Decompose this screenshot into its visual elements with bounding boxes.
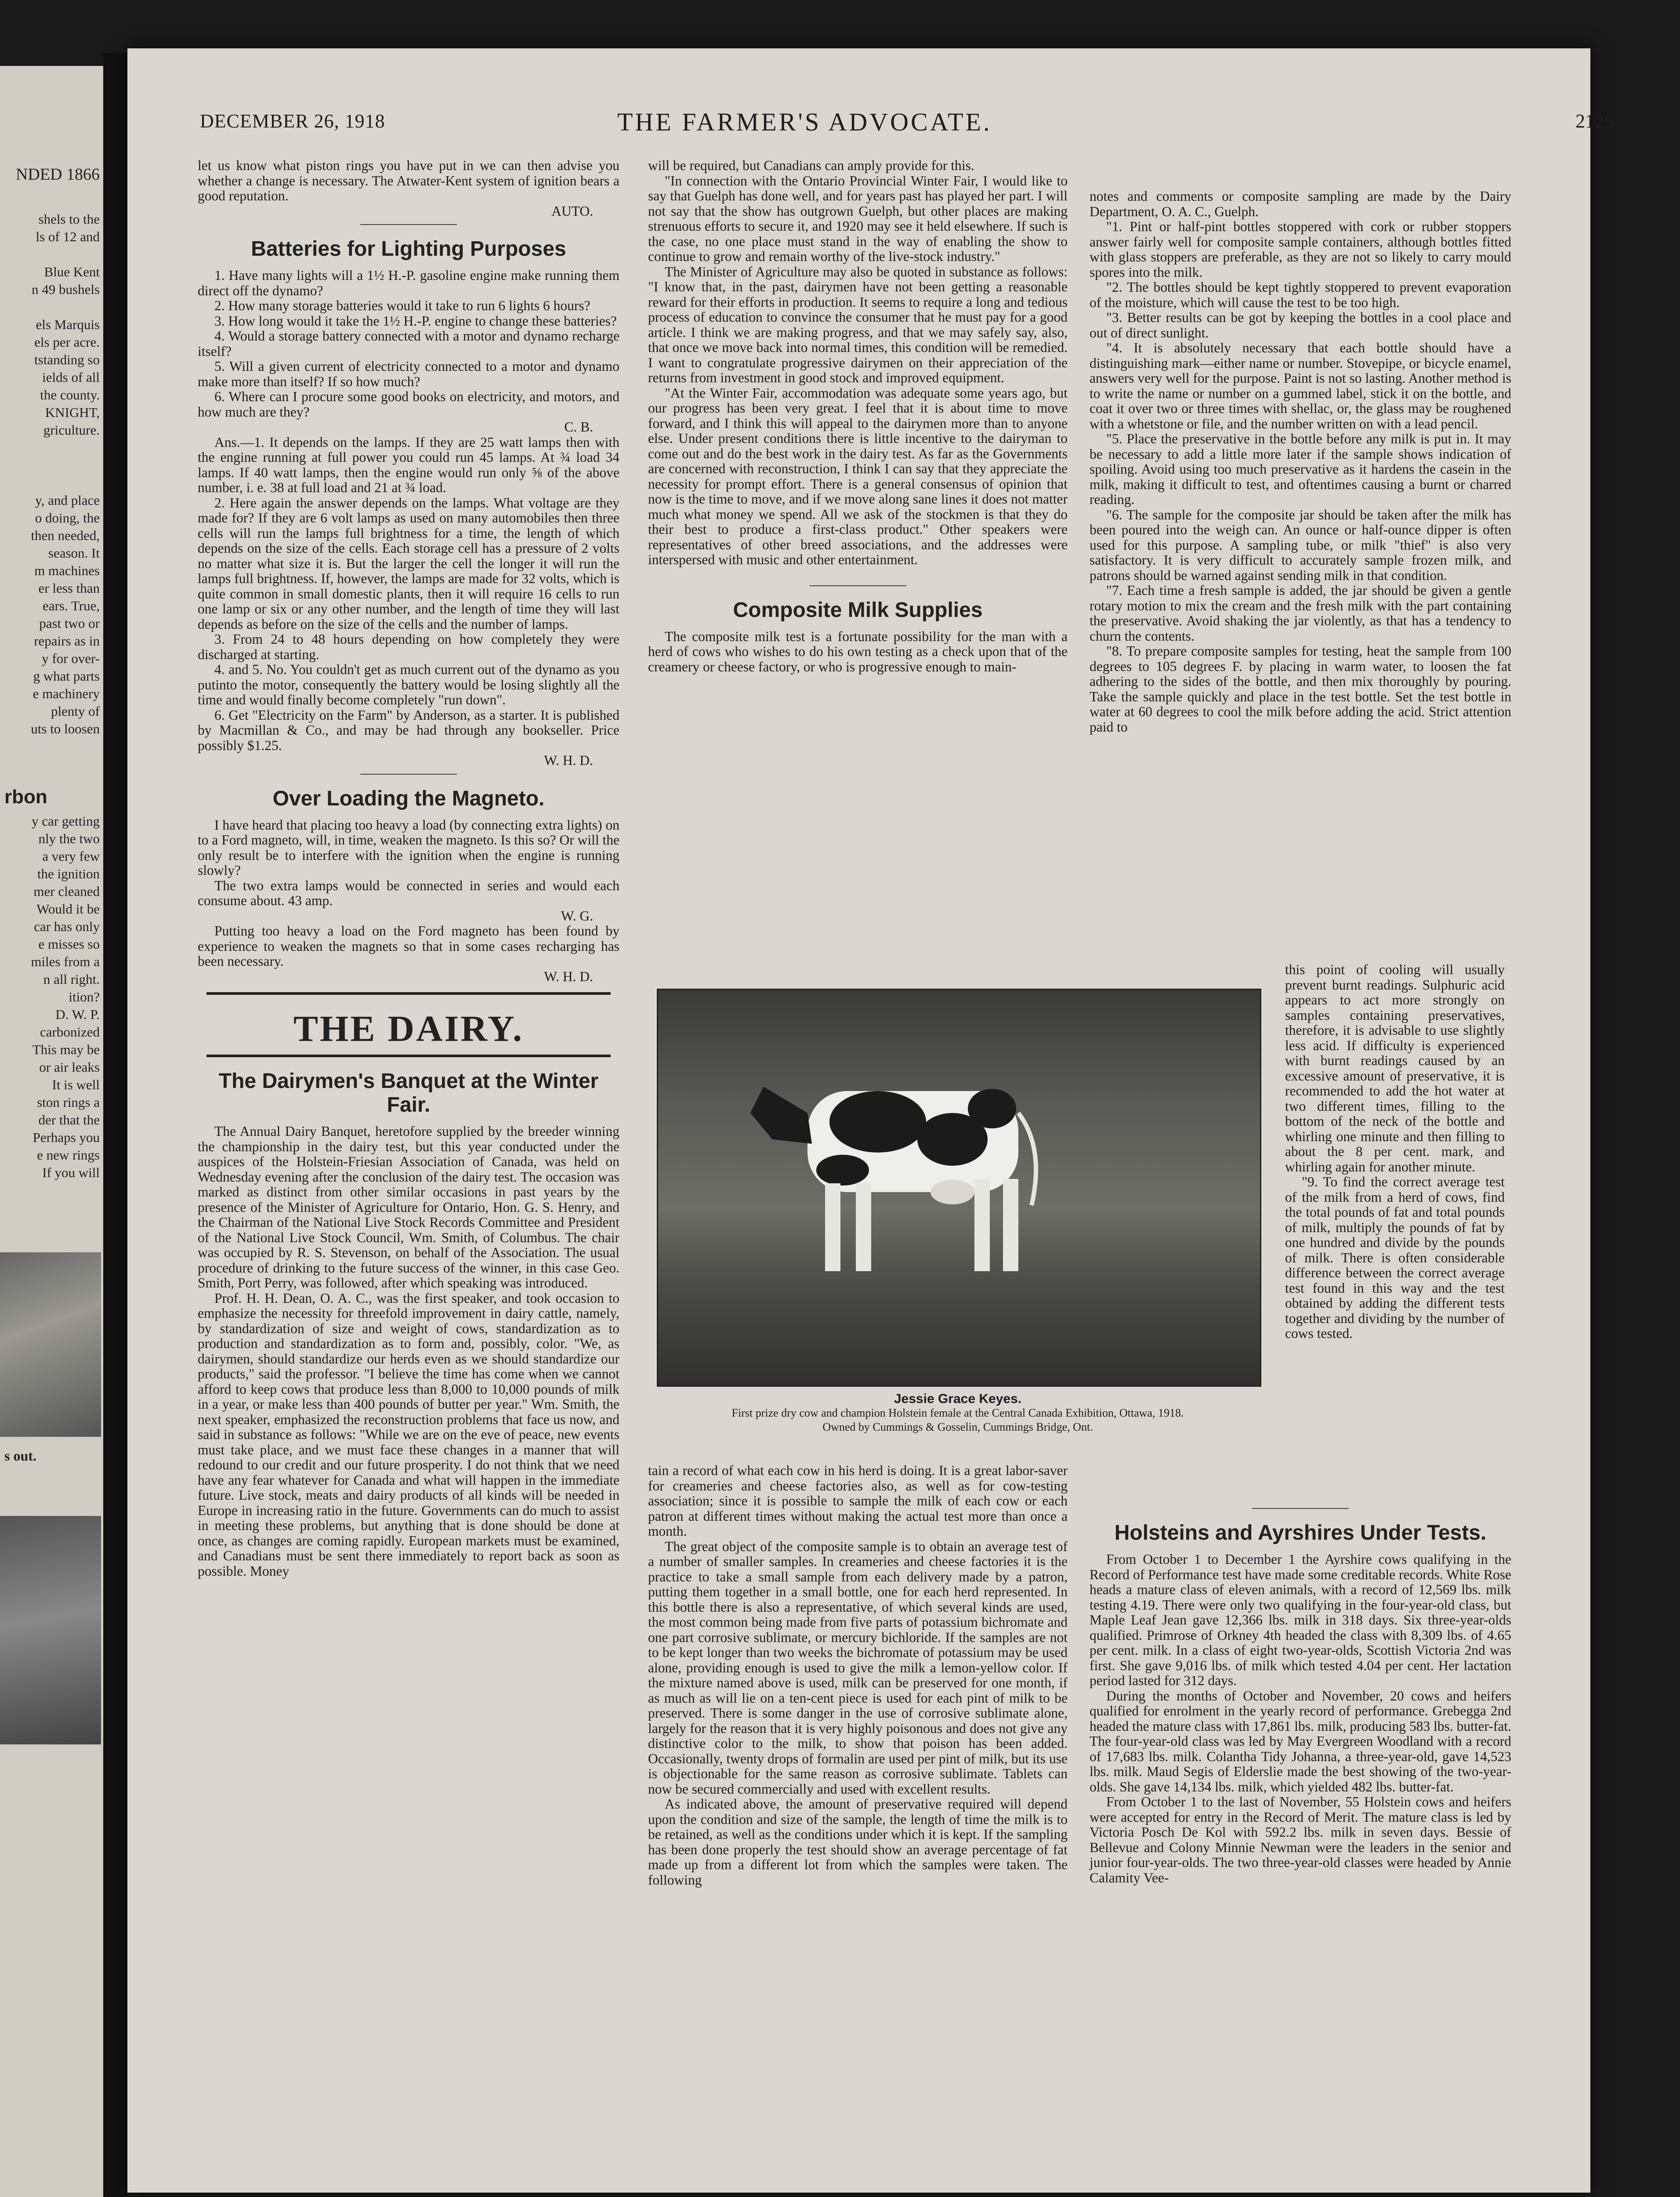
previous-page-line: o doing, the — [35, 510, 100, 526]
issue-date: DECEMBER 26, 1918 — [200, 110, 385, 132]
previous-page-line: uts to loosen — [31, 721, 100, 736]
previous-page-line: ields of all — [42, 370, 100, 385]
paragraph: 4. Would a storage battery connected with a motor and dynamo recharge itself? — [198, 328, 619, 359]
section-title: THE DAIRY. — [293, 1008, 524, 1049]
article-title: Over Loading the Magneto. — [272, 787, 545, 810]
paragraph: During the months of October and November, 20 cows and heifers qualified for enrolment in the yearly record of performance. Grebegga 2nd headed the mature class with 17,861 lbs. milk, producing 583 lbs. butter-fat. The four-year-old class was led by May Evergreen Woodland with a record of 17,683 lbs. milk. Colantha Tidy Johanna, a three-year-old, gave 14,523 lbs. milk. Maud Segis of Elderslie made the best showing of the two-year-olds. She gave 14,134 lbs. milk, which yielded 482 lbs. butter-fat. — [1090, 1688, 1511, 1795]
previous-page-line: This may be — [32, 1042, 100, 1057]
previous-page-line: the ignition — [37, 866, 100, 881]
masthead-title: THE FARMER'S ADVOCATE. — [617, 108, 992, 136]
divider — [1252, 1508, 1349, 1509]
previous-page-column — [0, 210, 103, 439]
previous-page-heading: rbon — [4, 786, 47, 808]
paragraph: 6. Where can I procure some good books on electricity, and motors, and how much are they? — [198, 389, 619, 420]
previous-page-line: D. W. P. — [55, 1007, 100, 1022]
cow-photo — [657, 989, 1261, 1387]
paragraph: The great object of the composite sample is to obtain an average test of a number of smaller samples. In creameries and cheese factories it is the practice to take a small sample from each delivery made by a patron, putting them together in a small bottle, one for each herd represented. In this bottle there is also a representative, of which several kinds are used, the most common being made from five parts of potassium bichromate and one part corrosive sublimate, or mercury bichloride. If the samples are not to be kept longer than two weeks the bichromate of potassium may be used alone, providing enough is used to give the milk a lemon-yellow color. If the mixture named above is used, milk can be preserved for one month, if as much as will lie on a ten-cent piece is used for each pint of milk to be preserved. There is some danger in the use of corrosive sublimate alone, largely for the reason that it is very highly poisonous and does not give any distinctive color to the milk, to show that poison has been added. Occasionally, twenty drops of formalin are used per pint of milk, but its use is objectionable for the same reason as corrosive sublimate. Tablets can now be secured commercially and used with excellent results. — [648, 1538, 1068, 1797]
column-3-lower — [1090, 1503, 1511, 1885]
paragraph: "1. Pint or half-pint bottles stoppered with cork or rubber stoppers answer fairly well for composite sample containers, although bottles fitted with glass stoppers are preferable, as they are not so likely to carry mould spores into the milk. — [1090, 219, 1511, 280]
article-title: The Dairymen's Banquet at the Winter Fair. — [218, 1069, 599, 1117]
previous-page-line: tstanding so — [34, 352, 100, 367]
previous-page-line: y car getting — [32, 813, 100, 829]
previous-page-line: It is well — [52, 1077, 100, 1092]
previous-page-line: repairs as in — [34, 633, 100, 649]
previous-page-line: shels to the — [38, 211, 100, 227]
previous-page-line: der that the — [38, 1112, 100, 1128]
paragraph: The Annual Dairy Banquet, heretofore supplied by the breeder winning the championship in the dairy test, but this year conducted under the auspices of the Holstein-Friesian Association of Canada, was held on Wednesday evening after the conclusion of the dairy test. The occasion was marked as distinct from other similar occasions in past years by the presence of the Minister of Agriculture for Ontario, Hon. G. S. Henry, and the Chairman of the National Live Stock Records Committee and President of the National Live Stock Council, Wm. Smith, of Columbus. The chair was occupied by R. S. Stevenson, on behalf of the Association. The usual procedure of drinking to the future success of the winner, in this case Geo. Smith, Port Perry, was followed, after which speaking was introduced. — [198, 1124, 619, 1291]
previous-page-line: car has only — [34, 919, 100, 934]
previous-page-line: Blue Kent — [44, 264, 100, 279]
previous-page-line: If you will — [42, 1165, 100, 1180]
paragraph: The two extra lamps would be connected in series and would each consume about. 43 amp. — [198, 877, 619, 908]
divider — [810, 585, 906, 586]
previous-page-line: y for over- — [42, 651, 100, 666]
photo-caption-name: Jessie Grace Keyes. — [894, 1392, 1022, 1406]
paragraph: let us know what piston rings you have put in we can then advise you whether a change is necessary. The Atwater-Kent system of ignition bears a good reputation. — [198, 158, 619, 203]
article-title: Composite Milk Supplies — [733, 598, 983, 622]
column-2-lower — [648, 1463, 1068, 1888]
divider — [360, 774, 457, 775]
previous-page-line: ston rings a — [37, 1095, 100, 1110]
section-rule — [206, 1055, 611, 1057]
paragraph: "5. Place the preservative in the bottle before any milk is put in. It may be necessary to add a little more later if the sample shows indication of spoiling. Avoid using too much preservative as it hardens the casein in the milk, making it difficult to test, and oftentimes causing a burnt or charred reading. — [1090, 431, 1511, 507]
paragraph: will be required, but Canadians can amply provide for this. — [648, 158, 974, 173]
previous-page-header: NDED 1866 — [15, 165, 100, 184]
photo-caption — [657, 1392, 1259, 1434]
divider — [360, 224, 457, 225]
paragraph: As indicated above, the amount of preservative required will depend upon the condition and size of the sample, the length of time the milk is to be retained, as well as the conditions under which it is kept. If the sampling has been done properly the test should show an average percentage of fat made up from a different lot from which the samples were taken. The following — [648, 1796, 1068, 1888]
previous-page-line: e machinery — [33, 686, 100, 701]
paragraph: Ans.—1. It depends on the lamps. If they are 25 watt lamps then with the engine running at full power you could run 45 lamps. At ¾ load 34 lamps. If 40 watt lamps, then the engine would run only ⅝ of the above number, i. e. 38 at full load and 21 at ¾ load. — [198, 434, 619, 495]
paragraph: "9. To find the correct average test of the milk from a herd of cows, find the total pounds of fat and total pounds of milk, multiply the pounds of fat by one hundred and divide by the pounds of milk. There is often considerable difference between the correct average test found in this way and the test obtained by adding the different tests together and dividing by the number of cows tested. — [1285, 1174, 1505, 1341]
paragraph: "7. Each time a fresh sample is added, the jar should be given a gentle rotary motion to mix the cream and the fresh milk with the part containing the preservative. Avoid shaking the jar violently, as that has a tendency to churn the contents. — [1090, 583, 1511, 644]
signature: W. G. — [561, 908, 593, 924]
previous-page-line: y, and place — [35, 493, 100, 508]
paragraph: 4. and 5. No. You couldn't get as much current out of the dynamo as you putinto the motor, consequently the battery would be losing slightly all the time and would finally become completely "run down". — [198, 662, 619, 707]
column-3 — [1090, 189, 1511, 735]
photo-caption-line: First prize dry cow and champion Holstein female at the Central Canada Exhibition, Ottawa, 1918. — [731, 1407, 1184, 1419]
section-rule — [206, 992, 611, 995]
paragraph: 3. From 24 to 48 hours depending on how completely they were discharged at starting. — [198, 631, 619, 662]
paragraph: The composite milk test is a fortunate possibility for the man with a herd of cows who wishes to do his own testing as a check upon that of the creamery or cheese factory, or who is progressive enough to main- — [648, 628, 1068, 674]
previous-page-line: season. It — [48, 545, 100, 561]
column-2 — [648, 158, 1068, 674]
paragraph: "2. The bottles should be kept tightly stoppered to prevent evaporation of the moisture, which will cause the test to be too high. — [1090, 279, 1511, 310]
previous-page-line: Perhaps you — [33, 1130, 100, 1145]
previous-page-line: griculture. — [43, 422, 100, 438]
previous-page-line: e misses so — [38, 936, 100, 952]
signature: W. H. D. — [544, 968, 593, 984]
paragraph: 2. How many storage batteries would it take to run 6 lights 6 hours? — [214, 298, 590, 313]
previous-page-column — [0, 492, 103, 738]
photo-caption-line: Owned by Cummings & Gosselin, Cummings Bridge, Ont. — [822, 1421, 1093, 1433]
article-title: Holsteins and Ayrshires Under Tests. — [1114, 1521, 1487, 1544]
previous-page-line: plenty of — [51, 703, 100, 719]
page-header — [200, 110, 1614, 136]
previous-page-line: er less than — [38, 580, 100, 596]
cow-photo-block — [657, 989, 1259, 1434]
previous-page-photo — [0, 1516, 101, 1744]
paragraph: tain a record of what each cow in his herd is doing. It is a great labor-saver for creameries and cheese factories also, as well as for cow-testing association; since it is possible to sample the milk of each cow or each patron at different times without making the actual test more than once a month. — [648, 1463, 1068, 1539]
paragraph: "8. To prepare composite samples for testing, heat the sample from 100 degrees to 105 degrees F. by placing in warm water, to loosen the fat adhering to the sides of the bottle, and then mix thoroughly by pouring. Take the sample quickly and place in the test bottle. Set the test bottle in water at 60 degrees to cool the milk before adding the acid. Strict attention paid to — [1090, 643, 1511, 735]
paragraph: 3. How long would it take the 1½ H.-P. engine to change these batteries? — [214, 313, 617, 329]
previous-page-caption: s out. — [4, 1448, 36, 1464]
previous-page-line: KNIGHT, — [45, 405, 100, 420]
previous-page-photo — [0, 1252, 101, 1437]
paragraph: The Minister of Agriculture may also be quoted in substance as follows: "I know that, in the past, dairymen have not been getting a reasonable reward for their efforts in production. It seems to require a long and tedious process of education to convince the consumer that he must pay for a good article. I think we are making progress, and that we may safely say, also, that once we move back into normal times, this condition will be remedied. I want to congratulate progressive dairymen on their appreciation of the returns from investment in good stock and improved equipment. — [648, 264, 1068, 385]
paragraph: From October 1 to the last of November, 55 Holstein cows and heifers were accepted for entry in the Record of Merit. The mature class is led by Victoria Posch De Kol with 592.2 lbs. milk in seven days. Bessie of Bellevue and Colony Minnie Newman were the leaders in the senior and junior four-year-olds. The two three-year-old classes were headed by Annie Calamity Vee- — [1090, 1794, 1511, 1885]
previous-page-line: nly the two — [38, 831, 100, 846]
previous-page-line: Would it be — [36, 901, 100, 917]
previous-page-column — [0, 812, 103, 1182]
paragraph: Prof. H. H. Dean, O. A. C., was the first speaker, and took occasion to emphasize the necessity for threefold improvement in dairy cattle, namely, by standardization of size and weight of cows, standardization as to production and standardization as to form and, possibly, color. "We, as dairymen, should standardize our herds even as we should standardize our products," said the professor. "I believe the time has come when we cannot afford to keep cows that produce less than 8,000 to 10,000 pounds of milk in a year, or make less than 400 pounds of butter per year." Wm. Smith, the next speaker, emphasized the reconstruction problems that face us now, and said in substance as follows: "While we are on the eve of peace, new events must take place, and we must face these changes in a manner that will redound to our credit and our future prosperity. I do not think that we need have any fear whatever for Canada and what will happen in the immediate future. Live stock, meats and dairy products of all kinds will be needed in Europe in increasing ratio in the future. Governments can do much to assist in meeting these problems, but anything that is done should be done at once, as changes are coming rapidly. European markets must be examined, and Canadians must be sent there immediately to report back as soon as possible. Money — [198, 1290, 619, 1579]
previous-page-line: g what parts — [33, 668, 100, 684]
paragraph: Putting too heavy a load on the Ford magneto has been found by experience to weaken the magnets so that in some cases recharging has been necessary. — [198, 923, 619, 969]
previous-page-line: ition? — [69, 989, 100, 1004]
column-3-narrow — [1285, 962, 1505, 1341]
paragraph: 5. Will a given current of electricity connected to a motor and dynamo make more than itself? If so how much? — [198, 359, 619, 389]
paragraph: "4. It is absolutely necessary that each bottle should have a distinguishing mark—either name or number. Stovepipe, or bicycle enamel, answers very well for the purpose. Paint is not so lasting. Another method is to write the name or number on a gummed label, stick it on the bottle, and coat it over two or three times with shellac, or, the glass may be roughened with a whetstone or file, and the number written on with a lead pencil. — [1090, 340, 1511, 431]
paragraph: 6. Get "Electricity on the Farm" by Anderson, as a starter. It is published by Macmillan & Co., and may be had through any bookseller. Price possibly $1.25. — [198, 707, 619, 753]
previous-page-line: a very few — [42, 848, 100, 864]
cow-illustration — [746, 1038, 1080, 1284]
previous-page-line: then needed, — [31, 528, 100, 543]
page-gutter — [103, 53, 127, 2197]
signature: W. H. D. — [544, 753, 593, 768]
signature: C. B. — [564, 419, 593, 435]
previous-page-line: n all right. — [43, 972, 100, 987]
column-1 — [198, 158, 619, 1579]
previous-page-line: past two or — [39, 616, 100, 631]
previous-page-line: the county. — [40, 387, 100, 402]
previous-page-line: e new rings — [37, 1147, 100, 1163]
paragraph: "At the Winter Fair, accommodation was adequate some years ago, but our progress has been very great. I feel that it is about time to move forward, and I think this will appeal to the dairymen more than to anyone else. Under present conditions there is little incentive to the dairyman to come out and do the best work in the dairy test. As far as the Governments are concerned with reconstruction, I think I can say that they appreciate the necessity for prompt effort. There is a general consensus of opinion that now is the time to move, and if we move along sane lines it does not matter much what money we spend. All we ask of the stockmen is that they do their best to produce a first-class product." Other speakers were representatives of other breed associations, and the addresses were interspersed with music and other entertainment. — [648, 385, 1068, 567]
previous-page-line: els Marquis — [36, 317, 100, 332]
previous-page-line: miles from a — [31, 954, 100, 969]
signature: AUTO. — [551, 203, 593, 219]
previous-page-line: ears. True, — [42, 598, 100, 613]
paragraph: I have heard that placing too heavy a load (by connecting extra lights) on to a Ford magneto, will, in time, weaken the magneto. Is this so? Or will the only result be to interfere with the ignition when the engine is running slowly? — [198, 817, 619, 878]
previous-page-edge — [0, 66, 103, 2197]
paragraph: "6. The sample for the composite jar should be taken after the milk has been poured into the weigh can. An ounce or half-ounce dipper is often used for this purpose. A sampling tube, or milk "thief" is also very satisfactory. It is very difficult to accurately sample frozen milk, and patrons should be warned against sending milk in that condition. — [1090, 507, 1511, 583]
article-title: Batteries for Lighting Purposes — [251, 237, 566, 261]
previous-page-line: mer cleaned — [33, 884, 100, 899]
previous-page-line — [0, 298, 103, 316]
paragraph: "In connection with the Ontario Provincial Winter Fair, I would like to say that Guelph has done well, and for years past has played her part. I will not say that the show has outgrown Guelph, but other places are making strenuous efforts to secure it, and 1920 may see it held elsewhere. If such is the case, no one place must stand in the way of enabling the show to continue to grow and remain worthy of the live-stock industry." — [648, 173, 1068, 264]
paragraph: notes and comments or composite sampling are made by the Dairy Department, O. A. C., Guelph. — [1090, 189, 1511, 219]
previous-page-line: n 49 bushels — [32, 282, 100, 297]
previous-page-line: m machines — [34, 563, 100, 578]
previous-page-line — [0, 246, 103, 263]
previous-page-line: or air leaks — [39, 1059, 100, 1075]
paragraph: this point of cooling will usually prevent burnt readings. Sulphuric acid appears to act more strongly on samples containing preservatives, therefore, it is advisable to use slightly less acid. If difficulty is experienced with burnt readings caused by an excessive amount of preservative, it is recommended to add the hot water at two different times, filling to the bottom of the neck of the bottle and whirling one minute and then filling to about the 8 per cent. mark, and whirling again for another minute. — [1285, 962, 1505, 1175]
previous-page-line: ls of 12 and — [36, 229, 100, 244]
paragraph: "3. Better results can be got by keeping the bottles in a cool place and out of direct sunlight. — [1090, 310, 1511, 341]
paragraph: 2. Here again the answer depends on the lamps. What voltage are they made for? If they are 6 volt lamps as used on many automobiles then three cells will run the lamps full brightness for a time, the length of which depends on the size of the cells. Each storage cell has a pressure of 2 volts no matter what size it is. But the larger the cell the longer it will run the lamps full brightness. If, however, the lamps are made for 32 volts, which is quite common in small domestic plants, then it will require 16 cells to run one lamp or six or any other number, and the length of time they will last depends as before on the size of the cells and the number of lamps. — [198, 495, 619, 632]
previous-page-line: carbonized — [40, 1024, 100, 1040]
page-number: 2125 — [1575, 110, 1614, 132]
previous-page-line: els per acre. — [34, 334, 100, 350]
paragraph: From October 1 to December 1 the Ayrshire cows qualifying in the Record of Performance test have made some creditable records. White Rose heads a mature class of eleven animals, with a record of 12,569 lbs. milk testing 4.19. There were only two qualifying in the four-year-old class, but Maple Leaf Jean gave 12,366 lbs. milk in 318 days. Six three-year-olds qualified. Primrose of Orkney 4th headed the class with 8,309 lbs. of 4.65 per cent. milk. In a class of eight two-year-olds, Scottish Victoria 2nd was first. She gave 9,016 lbs. of milk which tested 4.04 per cent. Her lactation period lasted for 312 days. — [1090, 1552, 1511, 1688]
paragraph: 1. Have many lights will a 1½ H.-P. gasoline engine make running them direct off the dynamo? — [198, 268, 619, 298]
